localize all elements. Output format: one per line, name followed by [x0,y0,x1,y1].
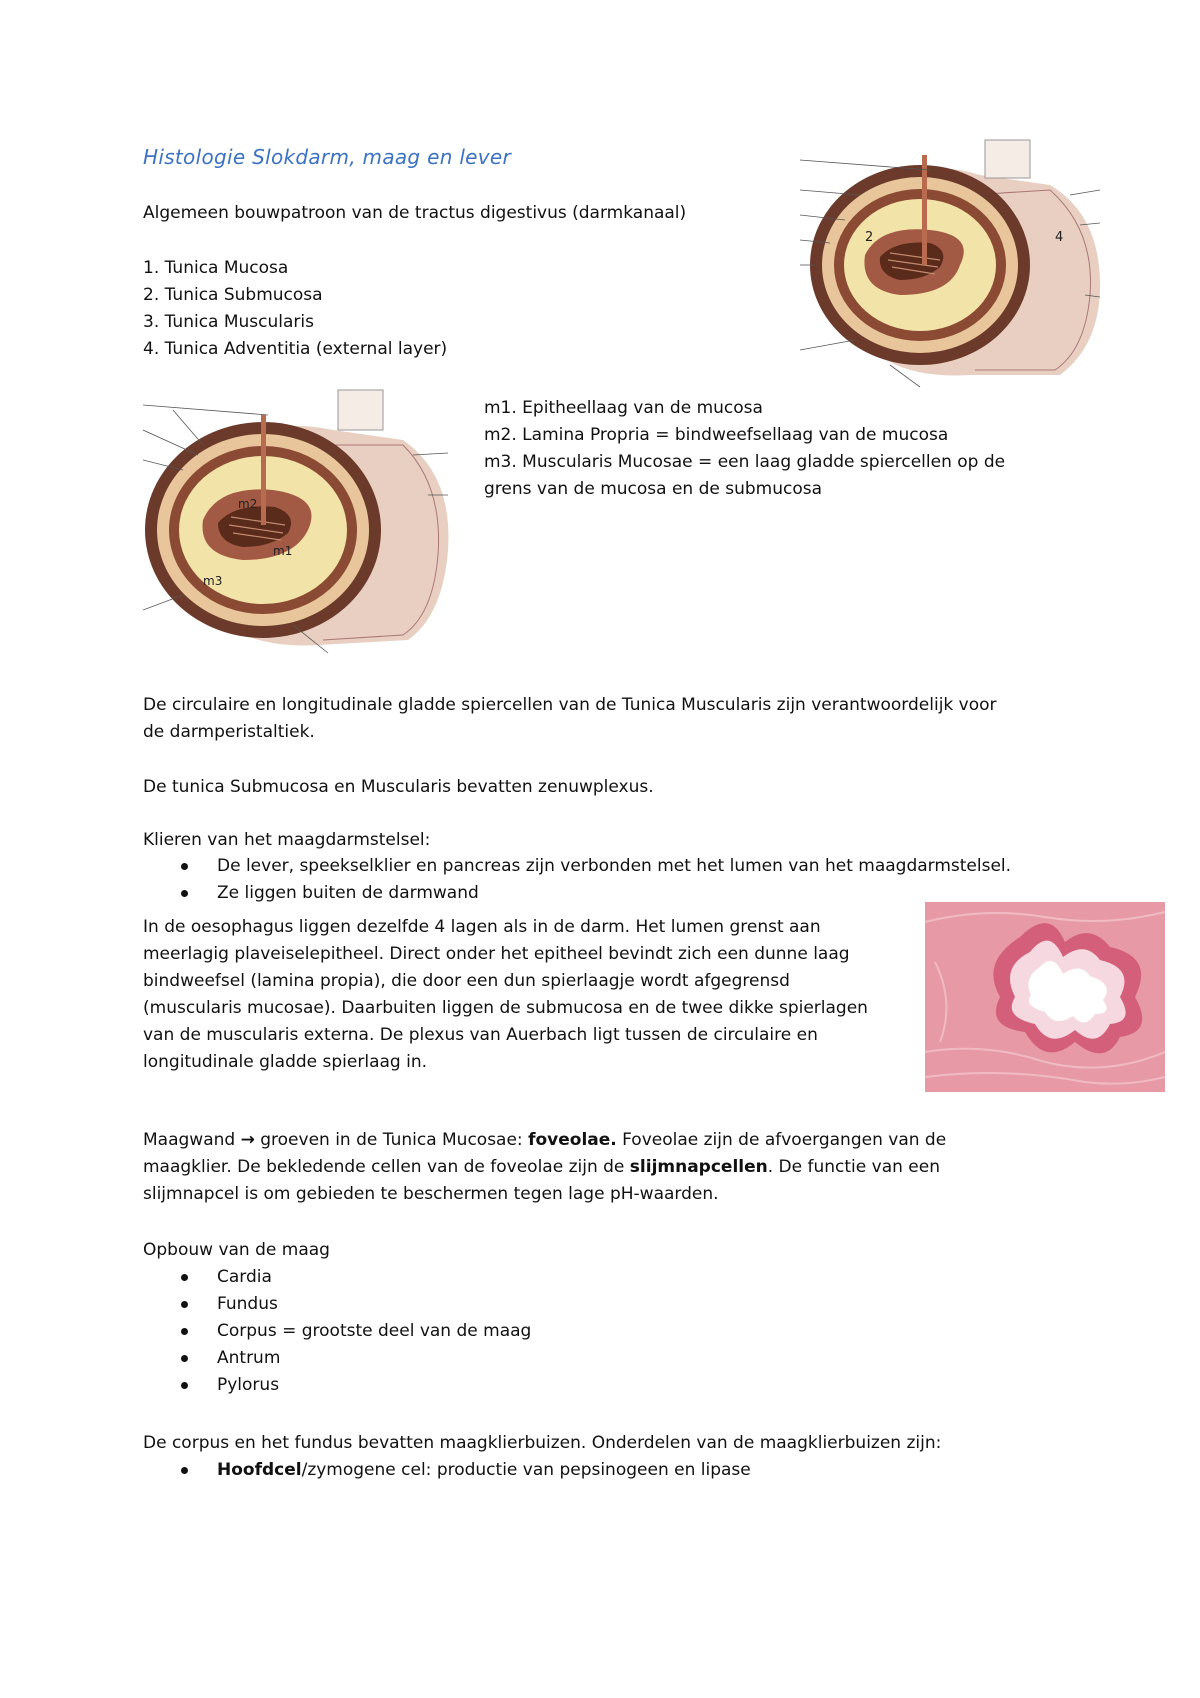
mucosa-layer-text: grens van de mucosa en de submucosa [484,479,823,499]
paragraph-line: slijmnapcel is om gebieden te beschermen tegen lage pH-waarden. [143,1184,719,1204]
mucosa-layer-text: m1. Epitheellaag van de mucosa [484,398,763,418]
paragraph-line: van de muscularis externa. De plexus van Auerbach ligt tussen de circulaire en [143,1025,818,1045]
paragraph-line: Maagwand → groeven in de Tunica Mucosae: foveolae. Foveolae zijn de afvoergangen van de [143,1130,947,1150]
mucosa-layer-text: m3. Muscularis Mucosae = een laag gladde spiercellen op de [484,452,1006,472]
bullet-icon [181,890,188,897]
figure-label: m3 [203,574,223,588]
mucosa-layer-text: m2. Lamina Propria = bindweefsellaag van de mucosa [484,425,949,445]
bullet-icon [181,1355,188,1362]
paragraph-line: maagklier. De bekledende cellen van de foveolae zijn de slijmnapcellen. De functie van een [143,1157,940,1177]
bullet-icon [181,1382,188,1389]
bullet-icon [181,1328,188,1335]
paragraph-line: (muscularis mucosae). Daarbuiten liggen de submucosa en de twee dikke spierlagen [143,998,868,1018]
paragraph-line: bindweefsel (lamina propia), die door een dun spierlaagje wordt afgegrensd [143,971,790,991]
oesophagus-micrograph [925,902,1165,1092]
intro-text: Algemeen bouwpatroon van de tractus digestivus (darmkanaal) [143,203,687,223]
figure-label: 2 [865,230,874,245]
bullet-icon [181,1301,188,1308]
bullet-icon [181,863,188,870]
gut-wall-illustration-left [143,385,453,655]
figure-label: m1 [273,544,293,558]
arrow-icon: → [240,1130,255,1150]
paragraph-line: De circulaire en longitudinale gladde spiercellen van de Tunica Muscularis zijn verantwoordelijk voor [143,695,997,715]
paragraph-line: meerlagig plaveiselepitheel. Direct onder het epitheel bevindt zich een dunne laag [143,944,850,964]
klierbuizen-text: De corpus en het fundus bevatten maagklierbuizen. Onderdelen van de maagklierbuizen zijn: [143,1433,942,1453]
layer-item: 2. Tunica Submucosa [143,285,323,305]
oesophagus-paragraph [143,914,943,1076]
gut-wall-illustration-top [800,135,1100,390]
figure-label: 4 [1055,230,1064,245]
layer-item: 4. Tunica Adventitia (external layer) [143,339,448,359]
layer-item: 1. Tunica Mucosa [143,258,289,278]
bullet-icon [181,1274,188,1281]
maagwand-paragraph [143,1127,947,1208]
bullet-icon [181,1467,188,1474]
document-title: Histologie Slokdarm, maag en lever [143,145,512,169]
opbouw-heading: Opbouw van de maag [143,1240,330,1260]
paragraph-line: de darmperistaltiek. [143,722,315,742]
zenuwplexus-text: De tunica Submucosa en Muscularis bevatten zenuwplexus. [143,777,654,797]
paragraph-line: In de oesophagus liggen dezelfde 4 lagen als in de darm. Het lumen grenst aan [143,917,821,937]
klieren-heading: Klieren van het maagdarmstelsel: [143,830,431,850]
paragraph-line: longitudinale gladde spierlaag in. [143,1052,427,1072]
figure-label: m2 [238,497,258,511]
layer-item: 3. Tunica Muscularis [143,312,314,332]
peristaltiek-paragraph [143,692,997,746]
